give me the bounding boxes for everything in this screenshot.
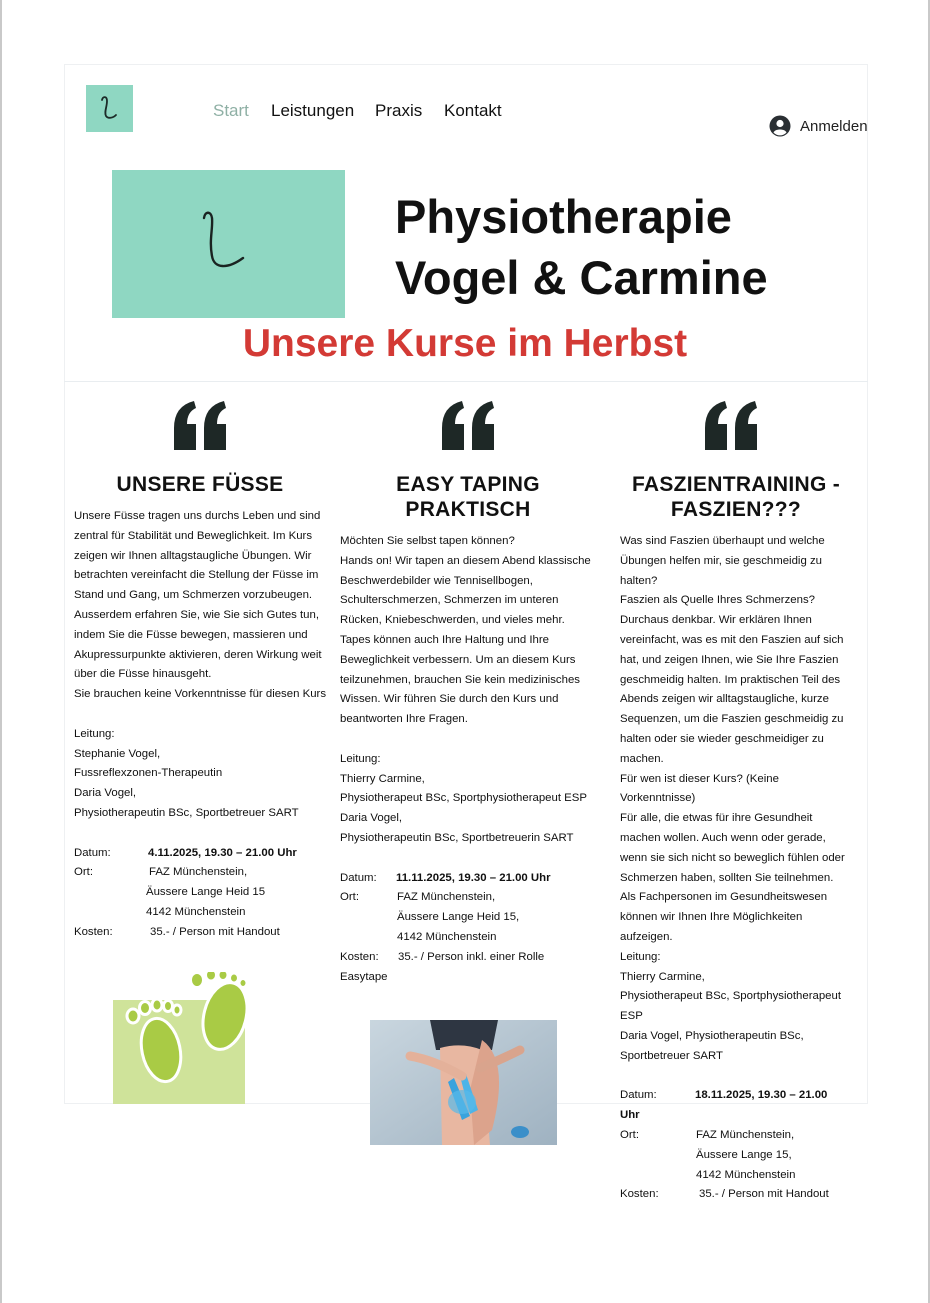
course-column-feet bbox=[74, 398, 326, 943]
brand-title bbox=[395, 186, 768, 308]
quote-icon bbox=[340, 398, 596, 460]
brand-line-1: Physiotherapie bbox=[395, 190, 732, 243]
course-column-fascia bbox=[620, 398, 852, 1205]
nav-praxis[interactable]: Praxis bbox=[375, 101, 423, 120]
feet-illustration bbox=[113, 972, 253, 1104]
course-cost: Kosten: 35.- / Person mit Handout bbox=[74, 925, 280, 938]
course-date: Datum: 4.11.2025, 19.30 – 21.00 Uhr bbox=[74, 846, 297, 859]
course-title: EASY TAPING PRAKTISCH bbox=[396, 473, 540, 521]
course-column-taping bbox=[340, 398, 596, 987]
user-avatar-icon bbox=[769, 115, 791, 137]
quote-icon bbox=[74, 398, 326, 460]
course-location: Ort: FAZ Münchenstein, bbox=[74, 866, 248, 879]
course-cost: Kosten: 35.- / Person inkl. einer Rolle bbox=[340, 950, 545, 963]
course-description: Möchten Sie selbst tapen können? Hands on! Wir tapen an diesem Abend klassische Beschwerdebilder wie Tennisellbogen, Schulterschmerzen, Schmerzen im unteren Rücken, Kniebeschwerden, und vieles mehr. Tapes können auch Ihre Haltung und Ihre Beweglichkeit verbessern. Um an diesem Kurs teilzunehmen, brauchen Sie kein medizinisches Wissen. Wir führen Sie durch den Kurs und beantworten Ihre Fragen. Leitung: Thierry Carmine, Physiotherapeut BSc, Sportphysiotherapeut ESP Daria Vogel, Physiotherapeutin BSc, Sportbetreuerin SART Datum: 11.11.2025, 19.30 – 21.00 Uhr Ort: FAZ Münchenstein, Äussere Lange Heid 15, 4142 Münchenstein Kosten: 35.- / Person inkl. einer Rolle Easytape bbox=[340, 532, 596, 987]
site-logo[interactable] bbox=[86, 85, 133, 132]
quote-icon bbox=[610, 398, 852, 460]
course-description: Unsere Füsse tragen uns durchs Leben und sind zentral für Stabilität und Beweglichkeit. Im Kurs zeigen wir Ihnen alltagstaugliche Übungen. Wir betrachten vereinfacht die Stellung der Füsse im Stand und Gang, um Schmerzen vorzubeugen. Ausserdem erfahren Sie, wie Sie sich Gutes tun, indem Sie die Füsse bewegen, massieren und Akupressurpunkte aktivieren, deren Wirkung weit über die Füsse hinausgeht. Sie brauchen keine Vorkenntnisse für diesen Kurs Leitung: Stephanie Vogel, Fussreflexzonen-Therapeutin Daria Vogel, Physiotherapeutin BSc, Sportbetreuer SART Datum: 4.11.2025, 19.30 – 21.00 Uhr Ort: FAZ Münchenstein, Äussere Lange Heid 15 4142 Münchenstein Kosten: 35.- / Person mit Handout bbox=[74, 507, 326, 943]
nav-start[interactable]: Start bbox=[213, 101, 249, 120]
course-date: Datum: 11.11.2025, 19.30 – 21.00 Uhr bbox=[340, 871, 551, 884]
login-button[interactable] bbox=[769, 114, 868, 138]
header-divider bbox=[64, 381, 868, 382]
course-description: Was sind Faszien überhaupt und welche Übungen helfen mir, sie geschmeidig zu halten? Faszien als Quelle Ihres Schmerzens? Durchaus denkbar. Wir erklären Ihnen vereinfacht, was es mit den Faszien auf sich hat, und zeigen Ihnen, wie Sie Ihre Faszien geschmeidig halten. Im praktischen Teil des Abends zeigen wir alltagstaugliche, kurze Sequenzen, um die Faszien geschmeidig zu halten oder sie wieder geschmeidiger zu machen. Für wen ist dieser Kurs? (Keine Vorkenntnisse) Für alle, die etwas für ihre Gesundheit machen wollen. Auch wenn oder gerade, wenn sie sich nicht so beweglich fühlen oder Schmerzen haben, sollten Sie teilnehmen. Als Fachpersonen im Gesundheitswesen können wir Ihnen Ihre Möglichkeiten aufzeigen. Leitung: Thierry Carmine, Physiotherapeut BSc, Sportphysiotherapeut ESP Daria Vogel, Physiotherapeutin BSc, Sportbetreuer SART Datum: 18.11.2025, 19.30 – 21.00 Uhr Ort: FAZ Münchenstein, Äussere Lange 15, 4142 Münchenstein Kosten: 35.- / Person mit Handout bbox=[620, 532, 852, 1205]
logo-mark-icon bbox=[86, 85, 133, 132]
nav-leistungen[interactable]: Leistungen bbox=[271, 101, 355, 120]
course-location: Ort: FAZ Münchenstein, bbox=[340, 891, 496, 904]
course-location: Ort: FAZ Münchenstein, bbox=[620, 1128, 795, 1141]
course-date: Datum: 18.11.2025, 19.30 – 21.00 bbox=[620, 1089, 828, 1102]
taping-photo bbox=[370, 1020, 557, 1145]
course-title: UNSERE FÜSSE bbox=[116, 473, 284, 496]
course-cost: Kosten: 35.- / Person mit Handout bbox=[620, 1188, 829, 1201]
hero-logo bbox=[112, 170, 345, 318]
hero-logo-mark-icon bbox=[112, 170, 345, 318]
season-heading: Unsere Kurse im Herbst bbox=[242, 322, 688, 365]
login-label: Anmelden bbox=[800, 117, 868, 135]
nav-kontakt[interactable]: Kontakt bbox=[444, 101, 502, 120]
course-title: FASZIENTRAINING - FASZIEN??? bbox=[631, 473, 841, 521]
window-border-left bbox=[0, 0, 2, 1303]
brand-line-2: Vogel & Carmine bbox=[395, 251, 768, 304]
